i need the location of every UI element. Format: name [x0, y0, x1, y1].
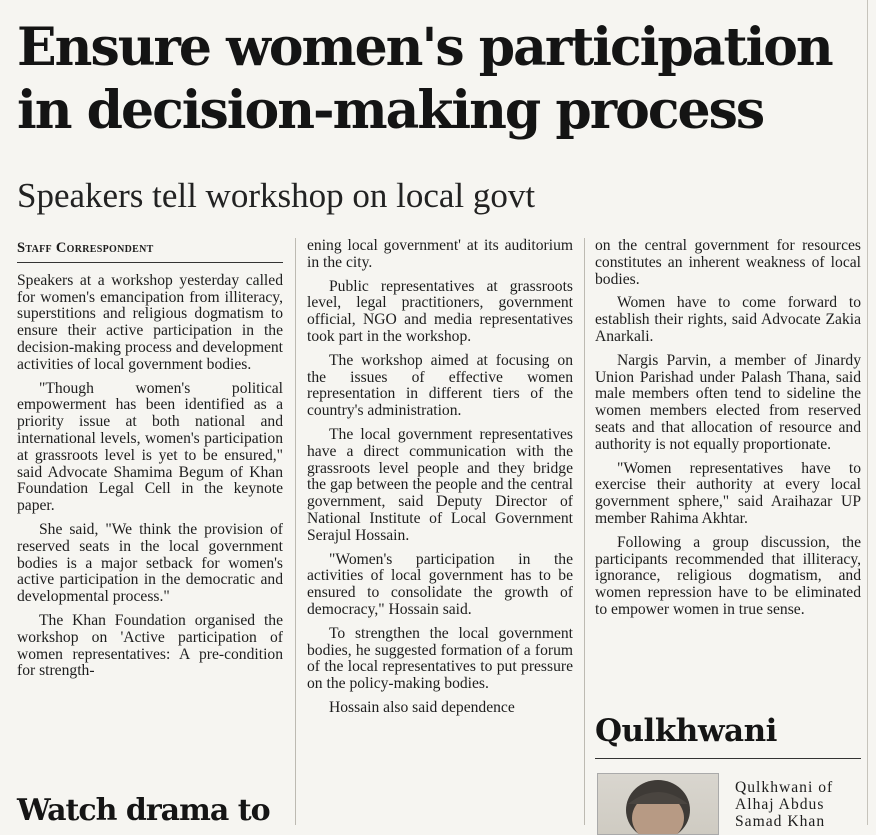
paragraph: To strengthen the local government bodies, he suggested formation of a forum of the local representatives to put pressure on the policy-making bodies. — [307, 624, 573, 693]
paragraph: "Women representatives have to exercise their authority at every local government sphere," said Araihazar UP member Rahima Akhtar. — [595, 459, 861, 527]
paragraph: She said, "We think the provision of reserved seats in the local government bodies is a major setback for women's active participation in the democratic and developmental process." — [17, 520, 283, 606]
obituary-rule — [595, 758, 861, 759]
paragraph: Public representatives at grassroots level, legal practitioners, government official, NGO and media representatives took part in the workshop. — [307, 277, 573, 345]
paragraph: The Khan Foundation organised the workshop on 'Active participation of women representatives: A pre-condition for strength- — [17, 611, 283, 680]
obituary-title: Qulkhwani — [595, 713, 777, 749]
paragraph: The workshop aimed at focusing on the issues of effective women representation in different tiers of the country's administration. — [307, 351, 573, 420]
headline-line-2: in decision-making process — [17, 80, 764, 141]
article-column-2 — [307, 238, 573, 825]
article-column-1 — [17, 238, 283, 825]
portrait-photo-icon — [598, 774, 718, 834]
paragraph: "Though women's political empowerment has been identified as a priority issue at both national and international levels, women's participation at grassroots level is yet to be ensured," said Advocate Shamima Begum of Khan Foundation Legal Cell in the keynote paper. — [17, 379, 283, 515]
paragraph: "Women's participation in the activities of local government has to be ensured to consolidate the growth of democracy," Hossain said. — [307, 550, 573, 618]
headline-line-1: Ensure women's participation — [17, 17, 832, 78]
paragraph: The local government representatives have a direct communication with the grassroots level people and they bridge the gap between the people and the central government, said Deputy Director of National Institute of Local Government Serajul Hossain. — [307, 425, 573, 544]
paragraph: Nargis Parvin, a member of Jinardy Union Parishad under Palash Thana, said male members often tend to sideline the women members elected from reserved seats and that allocation of resource and authority is not equally proportionate. — [595, 351, 861, 453]
subheadline: Speakers tell workshop on local govt — [17, 176, 536, 215]
paragraph: on the central government for resources constitutes an inherent weakness of local bodies. — [595, 238, 861, 288]
paragraph: Speakers at a workshop yesterday called for women's emancipation from illiteracy, superstitions and religious dogmatism to ensure their active participation in the decision-making process and development activities of local government bodies. — [17, 271, 283, 373]
article-column-3 — [595, 238, 861, 705]
page-edge-rule — [867, 0, 868, 825]
paragraph: Women have to come forward to establish their rights, said Advocate Zakia Anarkali. — [595, 294, 861, 345]
column-divider — [295, 238, 296, 825]
headline — [17, 16, 867, 142]
paragraph: Following a group discussion, the participants recommended that illiteracy, ignorance, religious dogmatism, and women repression have to be eliminated to empower women in true sense. — [595, 533, 861, 618]
paragraph: Hossain also said dependence — [329, 698, 515, 716]
paragraph: ening local government' at its auditorium in the city. — [307, 238, 573, 271]
column-divider — [584, 238, 585, 825]
obituary-caption: Qulkhwani of Alhaj Abdus Samad Khan — [735, 779, 834, 830]
portrait-photo — [597, 773, 719, 835]
side-story-headline: Watch drama to — [17, 793, 270, 828]
byline: Staff Correspondent — [17, 238, 283, 263]
